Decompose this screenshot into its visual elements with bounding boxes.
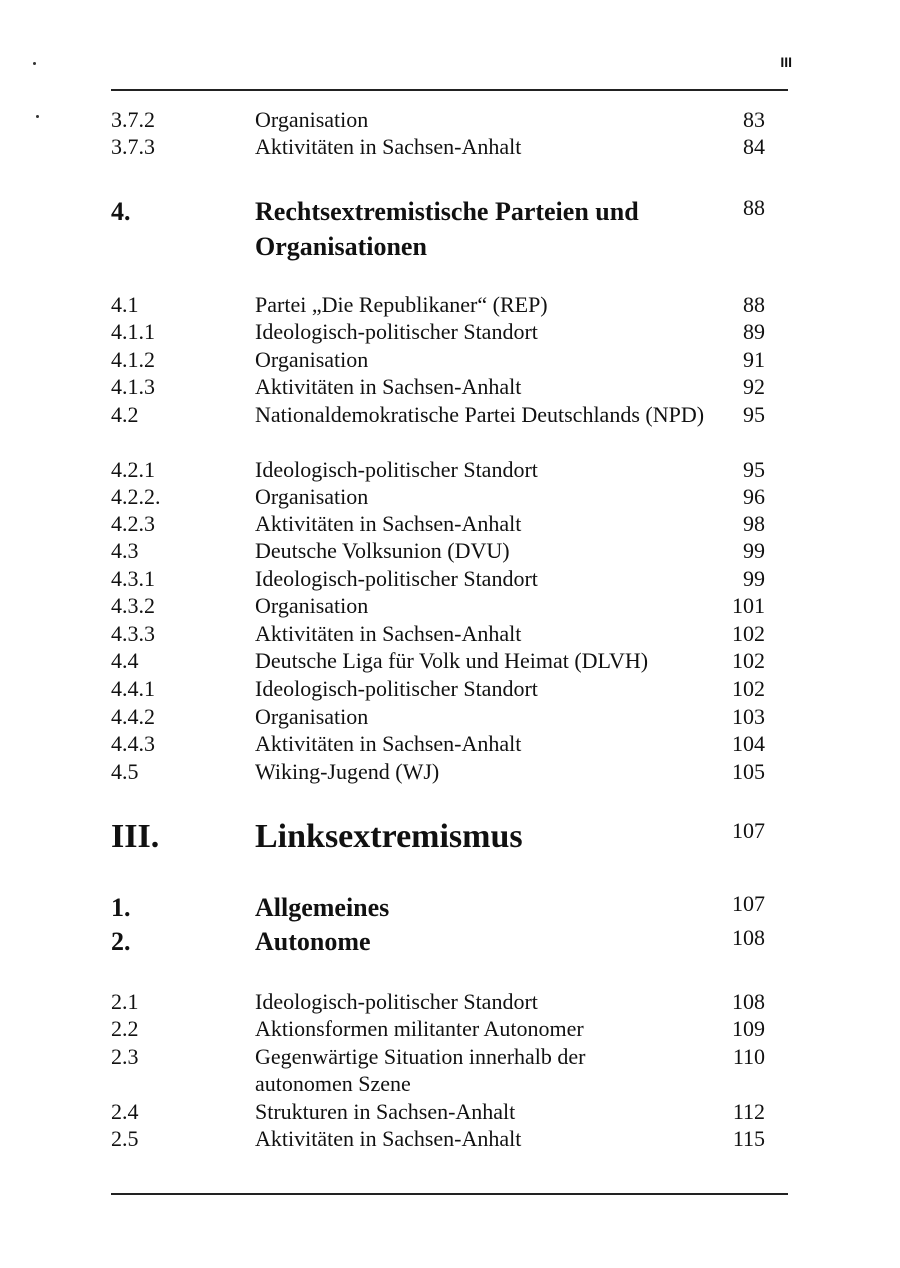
toc-entry-title: Autonome — [255, 927, 371, 956]
toc-entry-title: Organisation — [255, 107, 369, 132]
toc-entry-number: 4.3.1 — [111, 566, 155, 591]
toc-entry-number: 1. — [111, 893, 131, 922]
toc-entry-title: Organisation — [255, 484, 369, 509]
toc-entry-page: 107 — [732, 818, 765, 843]
page-number: III — [780, 54, 792, 70]
toc-entry-page: 84 — [743, 134, 765, 159]
toc-entry-title: Organisation — [255, 347, 369, 372]
toc-entry-number: 3.7.3 — [111, 134, 155, 159]
toc-entry-number: 2.3 — [111, 1044, 139, 1069]
toc-entry-number: 4.2.3 — [111, 511, 155, 536]
toc-entry-page: 88 — [743, 292, 765, 317]
bottom-rule — [111, 1193, 788, 1195]
toc-entry-page: 96 — [743, 484, 765, 509]
toc-entry-number: 4.3 — [111, 538, 139, 563]
toc-entry-page: 102 — [732, 621, 765, 646]
toc-entry-title: Strukturen in Sachsen-Anhalt — [255, 1099, 516, 1124]
toc-entry-page: 115 — [732, 1126, 765, 1151]
toc-entry-number: 4.5 — [111, 759, 139, 784]
toc-entry-title: Deutsche Volksunion (DVU) — [255, 538, 510, 563]
toc-entry-title: Nationaldemokratische Partei Deutschlands (NPD) — [255, 402, 705, 427]
toc-entry-page: 89 — [743, 319, 765, 344]
toc-entry-page: 83 — [743, 107, 765, 132]
toc-entry-number: 4.4 — [111, 648, 139, 673]
toc-entry-page: 102 — [732, 676, 765, 701]
toc-entry-title: Aktivitäten in Sachsen-Anhalt — [255, 134, 522, 159]
toc-entry-page: 98 — [743, 511, 765, 536]
toc-entry-title: Wiking-Jugend (WJ) — [255, 759, 440, 784]
toc-entry-page: 107 — [732, 891, 765, 916]
toc-entry-title: Aktivitäten in Sachsen-Anhalt — [255, 511, 522, 536]
toc-entry-number: 4.2.2. — [111, 484, 161, 509]
toc-entry-page: 102 — [732, 648, 765, 673]
toc-entry-title: Linksextremismus — [255, 818, 523, 855]
toc-entry-number: 2.5 — [111, 1126, 139, 1151]
top-rule — [111, 89, 788, 91]
toc-entry-page: 108 — [732, 925, 765, 950]
scan-speck — [33, 62, 36, 65]
toc-entry-number: 4.1.2 — [111, 347, 155, 372]
toc-entry-number: 2. — [111, 927, 131, 956]
toc-entry-number: 2.1 — [111, 989, 139, 1014]
toc-entry-page: 104 — [732, 731, 765, 756]
toc-entry-title: Aktionsformen militanter Autonomer — [255, 1016, 584, 1041]
toc-entry-title: Aktivitäten in Sachsen-Anhalt — [255, 1126, 522, 1151]
toc-entry-title: Ideologisch-politischer Standort — [255, 566, 538, 591]
toc-entry-number: 4. — [111, 197, 131, 226]
toc-entry-page: 91 — [743, 347, 765, 372]
toc-entry-title: Ideologisch-politischer Standort — [255, 676, 538, 701]
toc-entry-title: Aktivitäten in Sachsen-Anhalt — [255, 374, 522, 399]
toc-entry-title: Organisation — [255, 704, 369, 729]
toc-entry-title: Organisation — [255, 593, 369, 618]
toc-entry-page: 108 — [732, 989, 765, 1014]
toc-entry-page: 92 — [743, 374, 765, 399]
toc-entry-number: 4.2 — [111, 402, 139, 427]
toc-entry-number: 4.1.3 — [111, 374, 155, 399]
scan-speck — [36, 115, 39, 118]
toc-entry-title: Deutsche Liga für Volk und Heimat (DLVH) — [255, 648, 649, 673]
toc-entry-title: Aktivitäten in Sachsen-Anhalt — [255, 731, 522, 756]
toc-entry-number: 4.4.2 — [111, 704, 155, 729]
toc-entry-page: 95 — [743, 402, 765, 427]
toc-entry-page: 88 — [743, 195, 765, 220]
toc-entry-page: 95 — [743, 457, 765, 482]
toc-entry-title: Ideologisch-politischer Standort — [255, 457, 538, 482]
toc-entry-page: 105 — [732, 759, 765, 784]
toc-entry-title: Ideologisch-politischer Standort — [255, 319, 538, 344]
toc-entry-number: III. — [111, 818, 160, 855]
toc-entry-number: 4.3.3 — [111, 621, 155, 646]
toc-entry-page: 99 — [743, 538, 765, 563]
toc-entry-number: 4.1.1 — [111, 319, 155, 344]
toc-entry-number: 4.3.2 — [111, 593, 155, 618]
toc-entry-number: 4.2.1 — [111, 457, 155, 482]
toc-entry-title: Aktivitäten in Sachsen-Anhalt — [255, 621, 522, 646]
toc-entry-title: Rechtsextremistische Parteien und Organisationen — [255, 197, 639, 261]
toc-entry-page: 109 — [732, 1016, 765, 1041]
toc-entry-page: 99 — [743, 566, 765, 591]
toc-entry-number: 4.4.3 — [111, 731, 155, 756]
toc-entry-title: Partei „Die Republikaner“ (REP) — [255, 292, 548, 317]
toc-entry-number: 3.7.2 — [111, 107, 155, 132]
toc-entry-page: 101 — [732, 593, 765, 618]
toc-entry-title: Ideologisch-politischer Standort — [255, 989, 538, 1014]
toc-entry-number: 2.4 — [111, 1099, 139, 1124]
toc-entry-page: 110 — [732, 1044, 765, 1069]
toc-entry-page: 103 — [732, 704, 765, 729]
toc-entry-number: 4.4.1 — [111, 676, 155, 701]
toc-entry-number: 2.2 — [111, 1016, 139, 1041]
toc-entry-title: Allgemeines — [255, 893, 390, 922]
toc-entry-number: 4.1 — [111, 292, 139, 317]
toc-entry-title: Gegenwärtige Situation innerhalb der autonomen Szene — [255, 1044, 586, 1096]
toc-entry-page: 112 — [732, 1099, 765, 1124]
